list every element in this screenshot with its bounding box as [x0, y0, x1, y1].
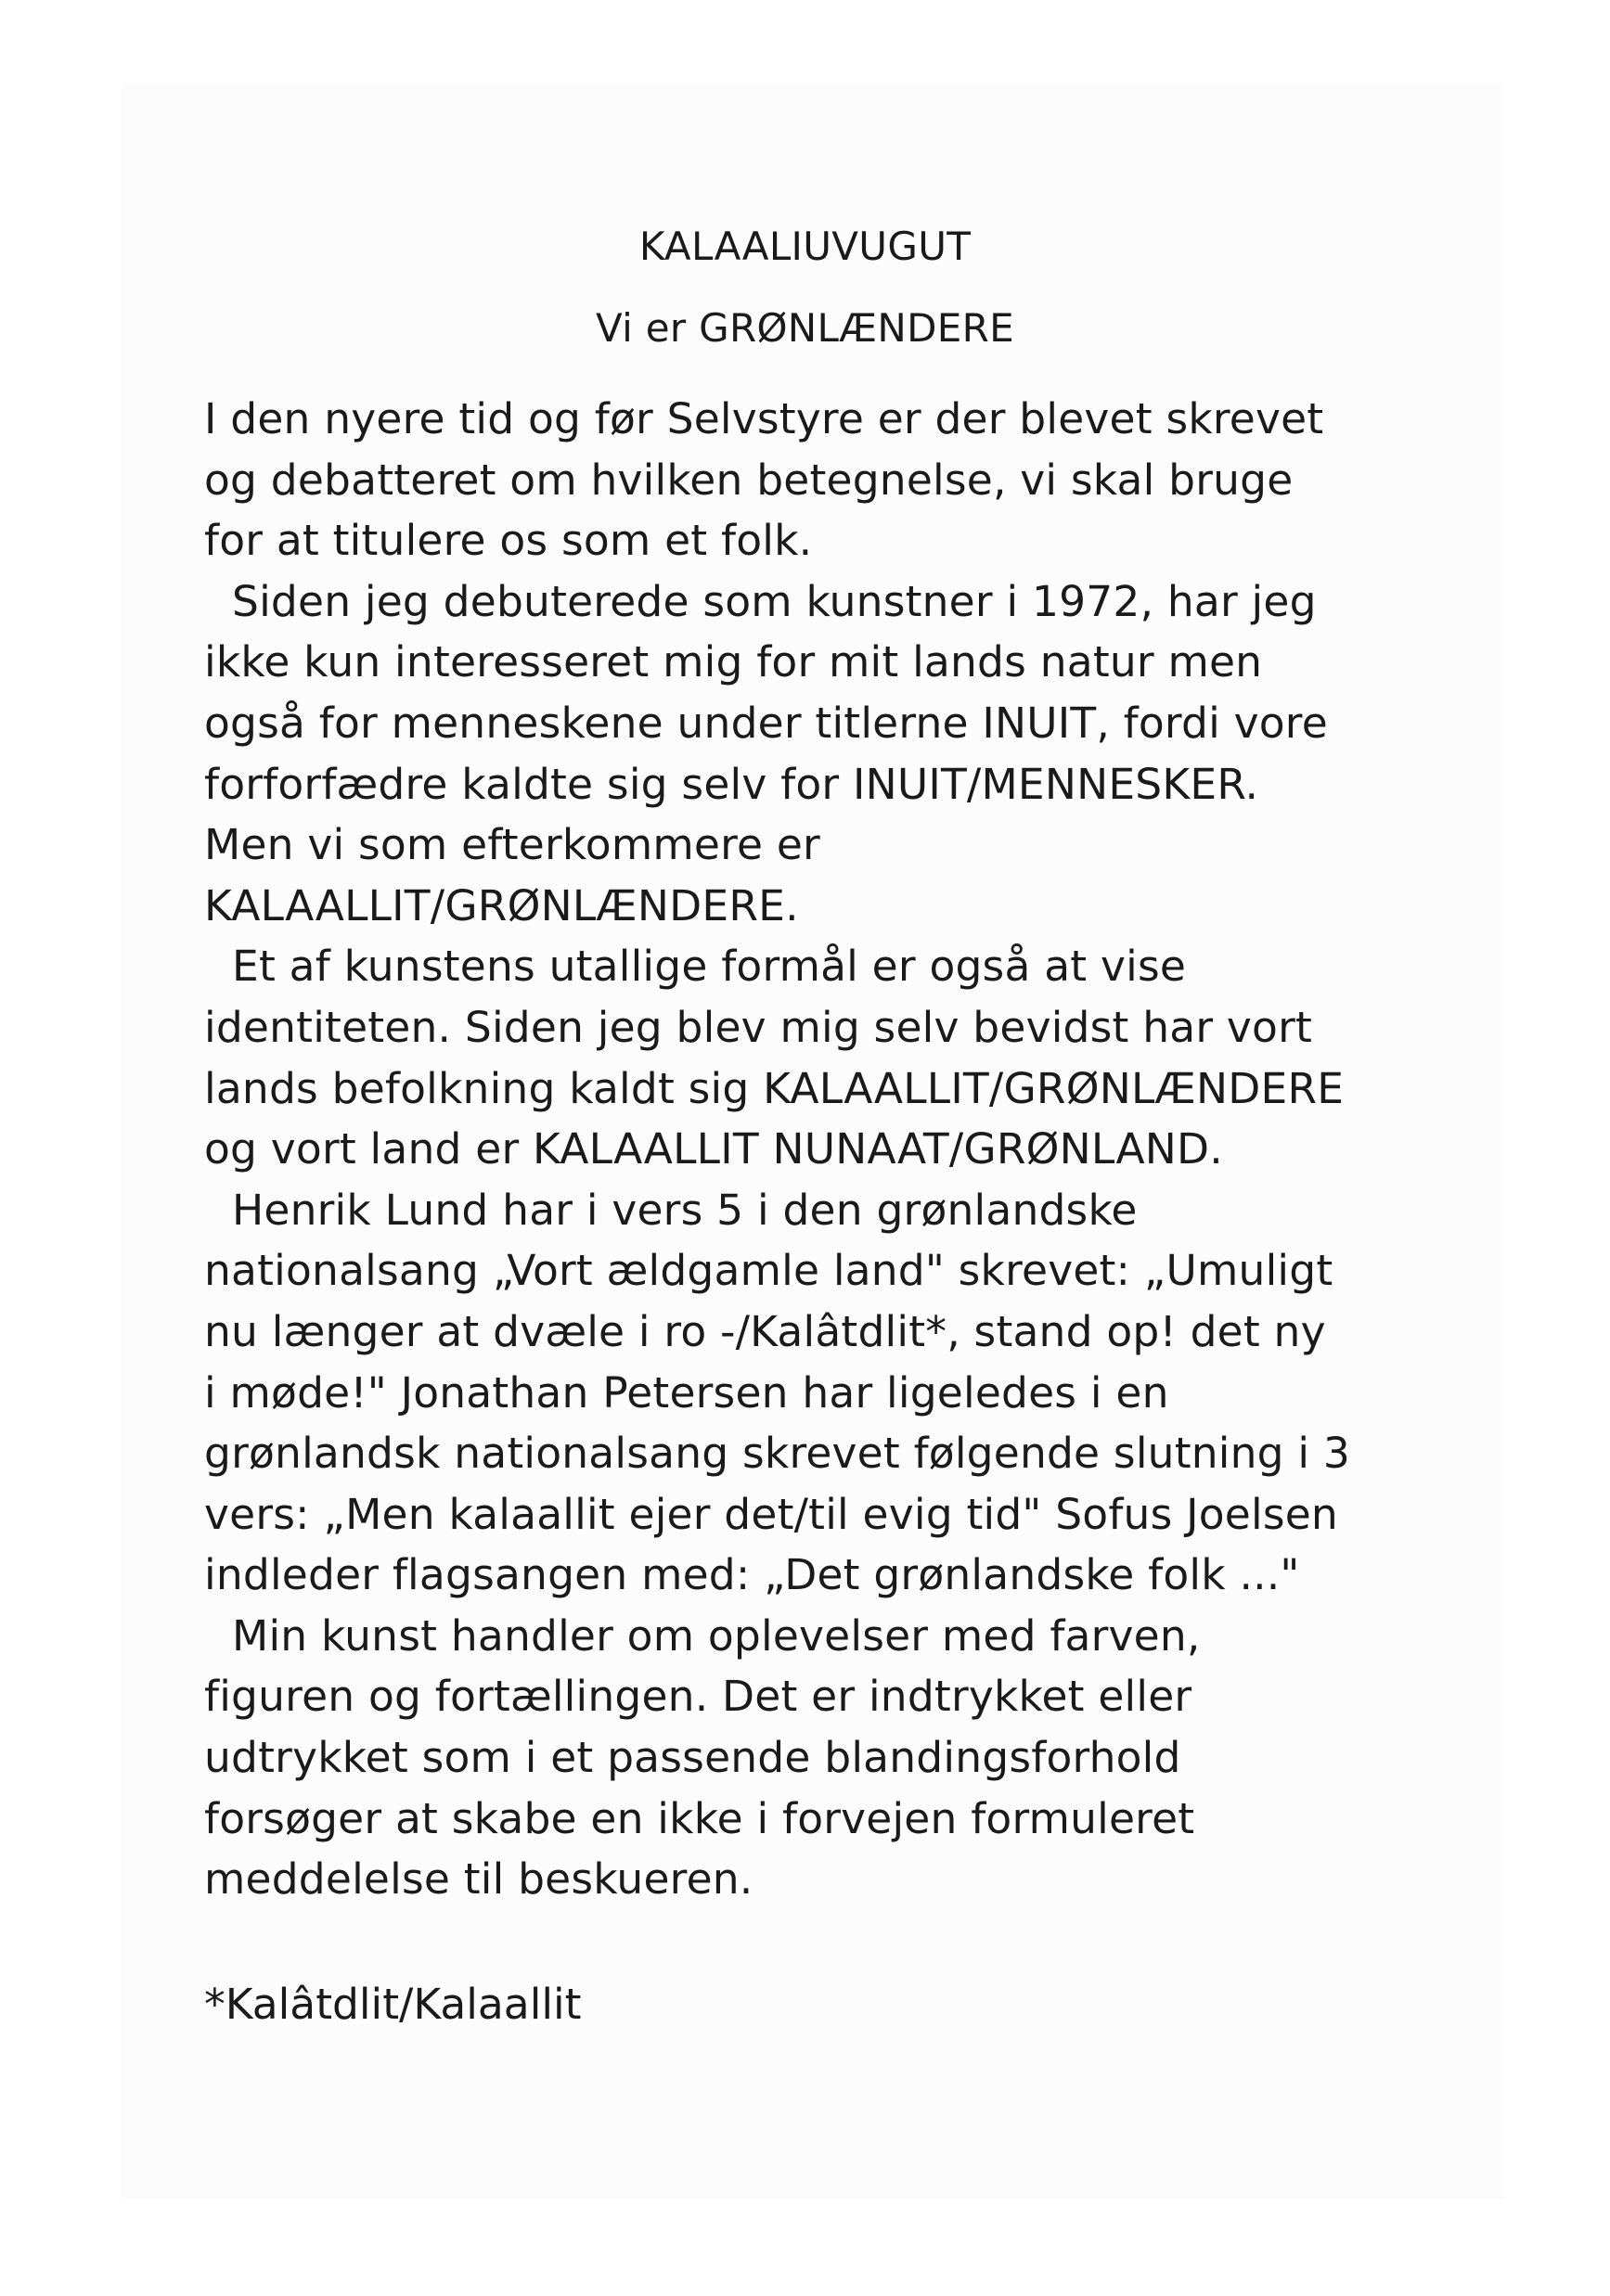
text-line: forforfædre kaldte sig selv for INUIT/MENNESKER.	[204, 759, 1259, 809]
text-line: identiteten. Siden jeg blev mig selv bevidst har vort	[204, 1002, 1313, 1052]
text-line: nationalsang „Vort ældgamle land" skrevet: „Umuligt	[204, 1246, 1333, 1296]
text-line: for at titulere os som et folk.	[204, 516, 813, 566]
text-line: ikke kun interesseret mig for mit lands natur men	[204, 637, 1263, 687]
text-line: Min kunst handler om oplevelser med farven,	[232, 1610, 1201, 1661]
body-text	[204, 389, 1429, 1910]
text-line: i møde!" Jonathan Petersen har ligeledes i en	[204, 1367, 1169, 1417]
text-line: også for menneskene under titlerne INUIT, fordi vore	[204, 698, 1328, 748]
text-line: og debatteret om hvilken betegnelse, vi skal bruge	[204, 455, 1294, 505]
text-line: Et af kunstens utallige formål er også at vise	[232, 942, 1187, 992]
text-line: indleder flagsangen med: „Det grønlandske folk ..."	[204, 1550, 1300, 1600]
footnote: *Kalâtdlit/Kalaallit	[204, 1980, 582, 2029]
text-line: vers: „Men kalaallit ejer det/til evig tid" Sofus Joelsen	[204, 1489, 1338, 1539]
title-block	[0, 206, 1610, 369]
text-line: lands befolkning kaldt sig KALAALLIT/GRØNLÆNDERE	[204, 1063, 1345, 1113]
text-line: udtrykket som i et passende blandingsforhold	[204, 1733, 1181, 1783]
text-line: meddelelse til beskueren.	[204, 1854, 753, 1905]
paragraph	[204, 1606, 1429, 1910]
text-line: I den nyere tid og før Selvstyre er der blevet skrevet	[204, 394, 1324, 443]
text-line: grønlandsk nationalsang skrevet følgende slutning i 3	[204, 1429, 1351, 1479]
text-line: KALAALLIT/GRØNLÆNDERE.	[204, 880, 799, 930]
text-line: Henrik Lund har i vers 5 i den grønlandske	[232, 1185, 1138, 1235]
text-line: Men vi som efterkommere er	[204, 820, 820, 870]
text-line: og vort land er KALAALLIT NUNAAT/GRØNLAND.	[204, 1124, 1223, 1174]
text-line: Siden jeg debuterede som kunstner i 1972, har jeg	[232, 576, 1317, 626]
text-line: nu længer at dvæle i ro -/Kalâtdlit*, stand op! det ny	[204, 1306, 1326, 1356]
paragraph	[204, 389, 1429, 571]
text-line: figuren og fortællingen. Det er indtrykket eller	[204, 1672, 1192, 1722]
text-line: forsøger at skabe en ikke i forvejen formuleret	[204, 1793, 1195, 1843]
document-subtitle: Vi er GRØNLÆNDERE	[596, 305, 1014, 351]
paragraph	[204, 571, 1429, 937]
paragraph	[204, 936, 1429, 1179]
document-title: KALAALIUVUGUT	[638, 224, 972, 269]
paragraph	[204, 1180, 1429, 1606]
